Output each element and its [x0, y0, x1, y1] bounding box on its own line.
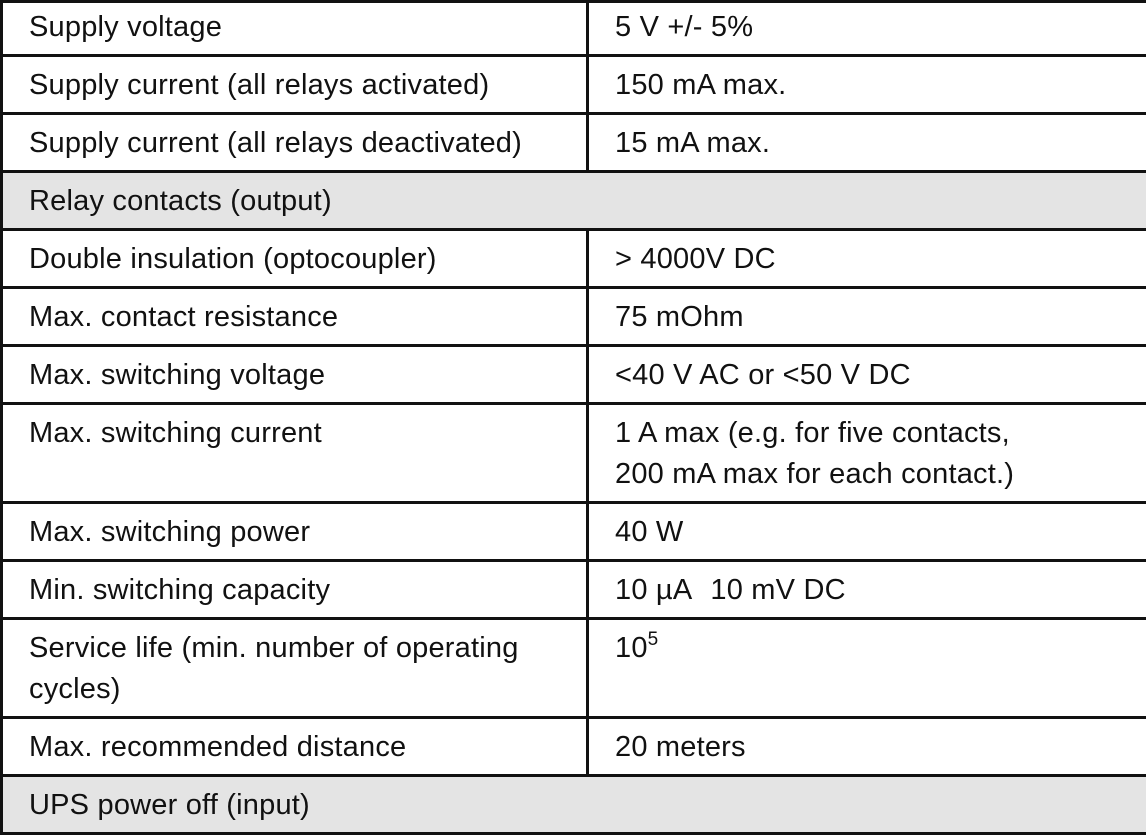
row-value: [588, 619, 1146, 718]
row-value-base: 10: [615, 632, 648, 664]
row-label: Double insulation (optocoupler): [2, 230, 588, 288]
row-label: Supply current (all relays deactivated): [2, 114, 588, 172]
row-value-part: 10 µA: [615, 574, 692, 606]
row-value: 40 W: [588, 503, 1146, 561]
row-value: [588, 561, 1146, 619]
table-row: [2, 288, 1146, 346]
row-value-exponent: 5: [648, 629, 659, 650]
row-label: Service life (min. number of operating cycles): [2, 619, 588, 718]
table-row: [2, 503, 1146, 561]
table-row: [2, 2, 1146, 56]
section-heading-ups-power-off: UPS power off (input): [2, 776, 1146, 834]
row-value: 150 mA max.: [588, 56, 1146, 114]
row-value: 75 mOhm: [588, 288, 1146, 346]
section-header-row: [2, 172, 1146, 230]
row-label: Min. switching capacity: [2, 561, 588, 619]
row-value: > 4000V DC: [588, 230, 1146, 288]
table-row: [2, 346, 1146, 404]
row-label: Supply voltage: [2, 2, 588, 56]
row-value: 20 meters: [588, 718, 1146, 776]
row-value-part: 10 mV DC: [710, 574, 845, 606]
row-label: Supply current (all relays activated): [2, 56, 588, 114]
row-label: Max. switching current: [2, 404, 588, 503]
row-value: [588, 404, 1146, 503]
section-heading-relay-contacts: Relay contacts (output): [2, 172, 1146, 230]
row-value-line: 200 mA max for each contact.): [615, 454, 1126, 495]
row-label: Max. recommended distance: [2, 718, 588, 776]
table-row: [2, 404, 1146, 503]
row-value: 5 V +/- 5%: [588, 2, 1146, 56]
row-value-line: 1 A max (e.g. for five contacts,: [615, 413, 1126, 454]
table-row: [2, 114, 1146, 172]
row-value: 15 mA max.: [588, 114, 1146, 172]
section-header-row: [2, 776, 1146, 834]
table-row: [2, 561, 1146, 619]
table-row: [2, 718, 1146, 776]
table-row: [2, 56, 1146, 114]
table-row: [2, 230, 1146, 288]
row-label: Max. switching voltage: [2, 346, 588, 404]
table-row: [2, 619, 1146, 718]
row-label: Max. contact resistance: [2, 288, 588, 346]
row-value: <40 V AC or <50 V DC: [588, 346, 1146, 404]
row-label: Max. switching power: [2, 503, 588, 561]
